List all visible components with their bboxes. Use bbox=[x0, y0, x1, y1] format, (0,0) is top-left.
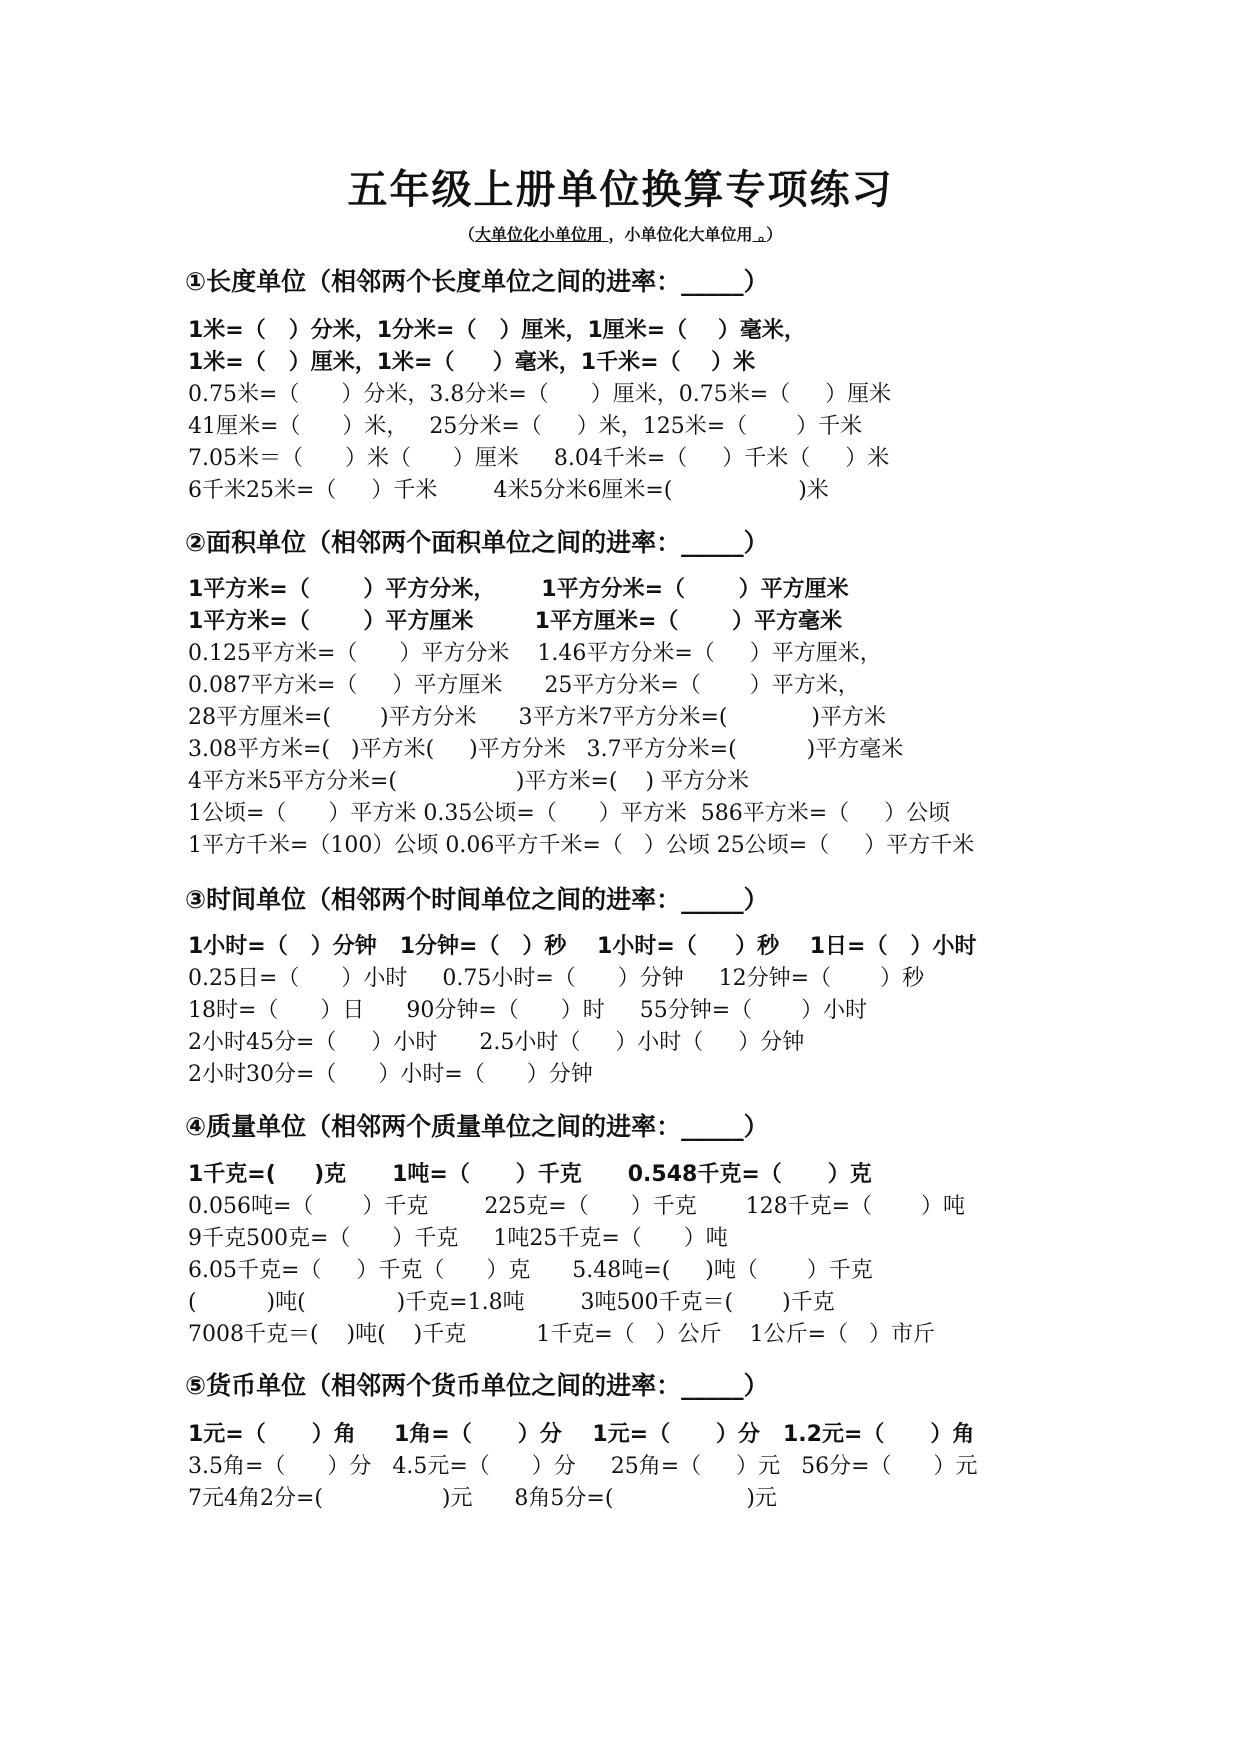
length-line-6: 6千米25米=（ ）千米 4米5分米6厘米=( )米 bbox=[188, 478, 829, 503]
area-line-6: 3.08平方米=( )平方米( )平方分米 3.7平方分米=( )平方毫米 bbox=[188, 737, 904, 762]
section-heading-mass: ④质量单位（相邻两个质量单位之间的进率：_____） bbox=[185, 1112, 769, 1141]
subtitle bbox=[0, 222, 1241, 245]
mass-line-3: 9千克500克=（ ）千克 1吨25千克=（ ）吨 bbox=[188, 1226, 728, 1251]
mass-line-6: 7008千克＝( )吨( )千克 1千克=（ ）公斤 1公斤=（ ）市斤 bbox=[188, 1322, 935, 1347]
area-line-1: 1平方米=（ ）平方分米， 1平方分米=（ ）平方厘米 bbox=[188, 577, 849, 602]
area-line-9: 1平方千米=（100）公顷 0.06平方千米=（ ）公顷 25公顷=（ ）平方千米 bbox=[188, 833, 975, 858]
length-line-4: 41厘米=（ ）米， 25分米=（ ）米，125米=（ ）千米 bbox=[188, 414, 863, 439]
area-line-5: 28平方厘米=( )平方分米 3平方米7平方分米=( )平方米 bbox=[188, 705, 887, 730]
mass-line-1: 1千克=( )克 1吨=（ ）千克 0.548千克=（ ）克 bbox=[188, 1162, 872, 1187]
currency-line-3: 7元4角2分=( )元 8角5分=( )元 bbox=[188, 1486, 777, 1511]
time-line-2: 0.25日=（ ）小时 0.75小时=（ ）分钟 12分钟=（ ）秒 bbox=[188, 966, 925, 991]
length-line-3: 0.75米=（ ）分米，3.8分米=（ ）厘米，0.75米=（ ）厘米 bbox=[188, 382, 892, 407]
subtitle-close: ） bbox=[766, 225, 783, 244]
area-line-4: 0.087平方米=（ ）平方厘米 25平方分米=（ ）平方米， bbox=[188, 673, 860, 698]
subtitle-open: （ bbox=[458, 225, 475, 244]
subtitle-mid: ，小单位化大单位用 bbox=[608, 225, 753, 244]
area-line-2: 1平方米=（ ）平方厘米 1平方厘米=（ ）平方毫米 bbox=[188, 609, 842, 634]
time-line-4: 2小时45分=（ ）小时 2.5小时（ ）小时（ ）分钟 bbox=[188, 1030, 805, 1055]
subtitle-part2: 。 bbox=[752, 225, 767, 244]
area-line-7: 4平方米5平方分米=( )平方米=( ) 平方分米 bbox=[188, 769, 750, 794]
area-line-3: 0.125平方米=（ ）平方分米 1.46平方分米=（ ）平方厘米， bbox=[188, 641, 882, 666]
page-title: 五年级上册单位换算专项练习 bbox=[347, 167, 894, 213]
length-line-2: 1米=（ ）厘米，1米=（ ）毫米，1千米=（ ）米 bbox=[188, 350, 756, 375]
mass-line-5: ( )吨( )千克=1.8吨 3吨500千克＝( )千克 bbox=[188, 1290, 835, 1315]
section-heading-length: ①长度单位（相邻两个长度单位之间的进率：_____） bbox=[185, 267, 769, 296]
section-heading-area: ②面积单位（相邻两个面积单位之间的进率：_____） bbox=[185, 528, 769, 557]
mass-line-2: 0.056吨=（ ）千克 225克=（ ）千克 128千克=（ ）吨 bbox=[188, 1194, 966, 1219]
length-line-1: 1米=（ ）分米，1分米=（ ）厘米，1厘米=（ ）毫米， bbox=[188, 318, 806, 343]
section-heading-time: ③时间单位（相邻两个时间单位之间的进率：_____） bbox=[185, 885, 769, 914]
length-line-5: 7.05米＝（ ）米（ ）厘米 8.04千米=（ ）千米（ ）米 bbox=[188, 446, 890, 471]
mass-line-4: 6.05千克=（ ）千克（ ）克 5.48吨=( )吨（ ）千克 bbox=[188, 1258, 873, 1283]
time-line-1: 1小时=（ ）分钟 1分钟=（ ）秒 1小时=（ ）秒 1日=（ ）小时 bbox=[188, 934, 977, 959]
section-heading-currency: ⑤货币单位（相邻两个货币单位之间的进率：_____） bbox=[185, 1371, 769, 1400]
currency-line-1: 1元=（ ）角 1角=（ ）分 1元=（ ）分 1.2元=（ ）角 bbox=[188, 1422, 975, 1447]
time-line-5: 2小时30分=（ ）小时=（ ）分钟 bbox=[188, 1062, 593, 1087]
currency-line-2: 3.5角=（ ）分 4.5元=（ ）分 25角=（ ）元 56分=（ ）元 bbox=[188, 1454, 978, 1479]
time-line-3: 18时=（ ）日 90分钟=（ ）时 55分钟=（ ）小时 bbox=[188, 998, 868, 1023]
subtitle-part1: 大单位化小单位用 bbox=[474, 225, 609, 244]
area-line-8: 1公顷=（ ）平方米 0.35公顷=（ ）平方米 586平方米=（ ）公顷 bbox=[188, 801, 951, 826]
